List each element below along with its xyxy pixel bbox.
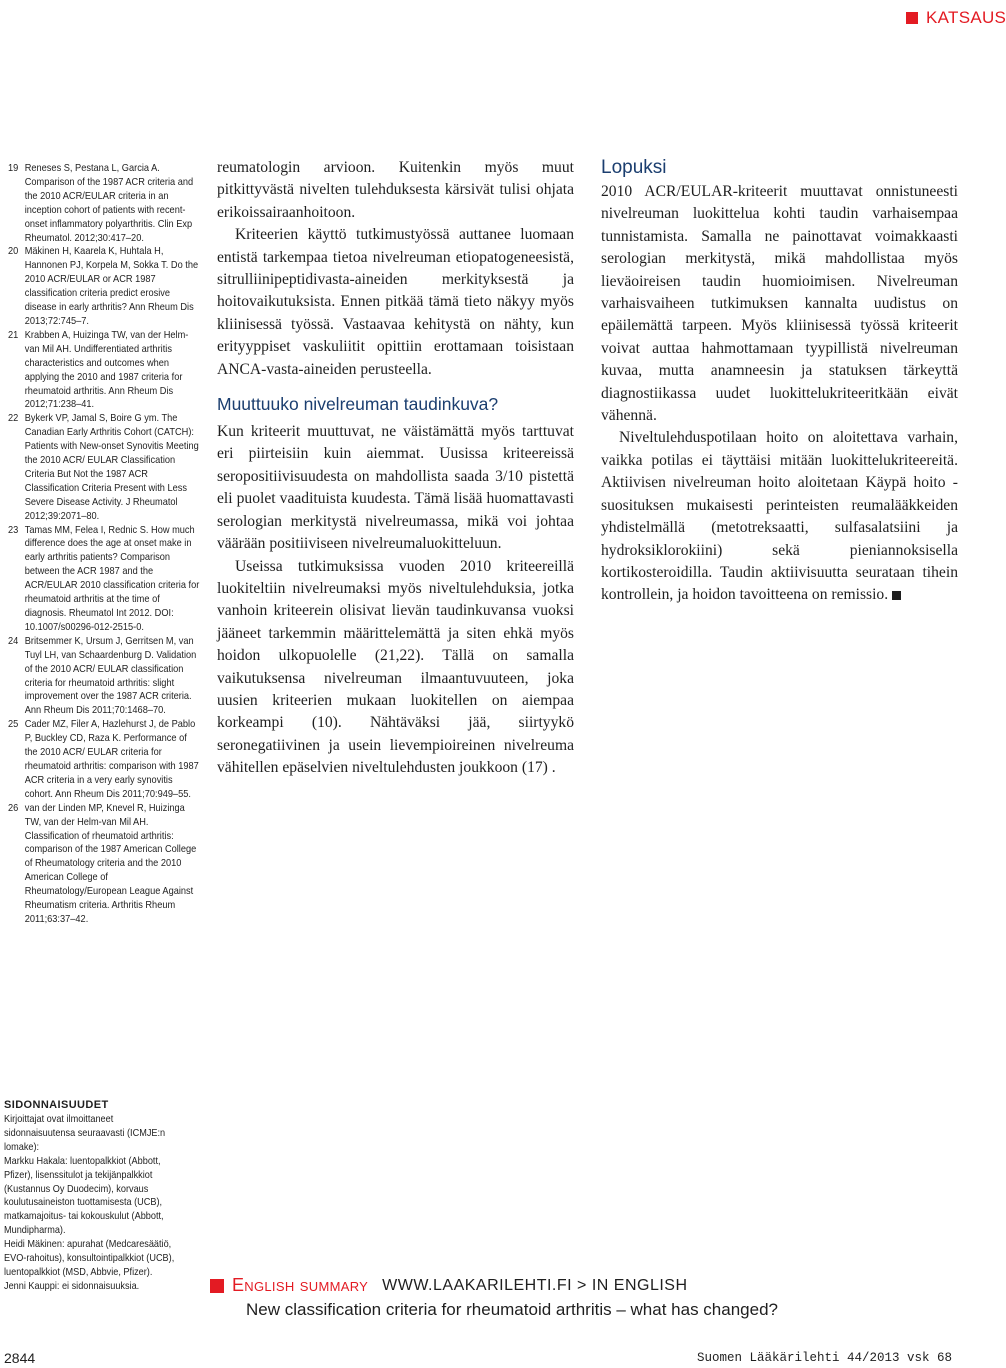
english-summary-header bbox=[210, 1275, 910, 1296]
reference-number: 24 bbox=[8, 634, 19, 647]
reference-text: Bykerk VP, Jamal S, Boire G ym. The Canadian Early Arthritis Cohort (CATCH): Patients with New-onset Synovitis Meeting the 2010 ACR/ EULAR Classification Criteria But Not the 1987 ACR Classification Criteria Present with Less Severe Disease Activity. J Rheumatol 2012;39:2071–80. bbox=[24, 412, 199, 522]
article-column-right bbox=[601, 157, 958, 607]
body-paragraph: Kriteerien käyttö tutkimustyössä auttanee luomaan entistä tarkempaa tietoa nivelreuman etiopatogeneesistä, sitrulliinipeptidivasta-aineiden merkityksestä ja hoitovaikutuksista. Ennen pitkää tämä tieto näkyy myös kliinisessä työssä. Vastaavaa kehitystä on nähty, kun erityyppiset vaskuliitit opittiin erottamaan toisistaan ANCA-vasta-aineiden perusteella. bbox=[217, 226, 574, 378]
reference-item bbox=[8, 635, 202, 718]
reference-text: Tamas MM, Felea I, Rednic S. How much difference does the age at onset make in early arthritis patients? Comparison between the ACR 1987 and the ACR/EULAR 2010 classification criteria for rheumatoid arthritis at the time of diagnosis. Rheumatol Int 2012. DOI: 10.1007/s00296-012-2515-0. bbox=[24, 523, 200, 633]
body-paragraph bbox=[601, 427, 958, 606]
reference-item bbox=[8, 245, 202, 328]
reference-item bbox=[8, 802, 202, 927]
reference-number: 21 bbox=[8, 328, 19, 341]
reference-item bbox=[8, 524, 202, 635]
article-column-middle bbox=[217, 157, 574, 780]
body-paragraph: Kun kriteerit muuttuvat, ne väistämättä myös tarttuvat eri piirteisiin kuin aiemmat. Uusissa kriteereissä seropositiivisuudesta on mahdollista saada 3/10 pistettä eli puolet vaadituista kuudesta. Tämä lisää huomattavasti serologian merkitystä nivelreumassa, mikä voi johtaa väärään positiiviseen nivelreumaluokitteluun. bbox=[217, 423, 574, 553]
section-marker-icon bbox=[906, 12, 918, 24]
reference-text: Reneses S, Pestana L, Garcia A. Comparison of the 1987 ACR criteria and the 2010 ACR/EULAR criteria in an inception cohort of patients with recent-onset inflammatory polyarthritis. Clin Exp Rheumatol. 2012;30:417–20. bbox=[24, 162, 194, 244]
reference-number: 25 bbox=[8, 718, 19, 731]
reference-number: 20 bbox=[8, 245, 19, 258]
body-paragraph-text: Niveltulehduspotilaan hoito on aloitettava varhain, vaikka potilas ei täyttäisi mitään luokittelukriteereitä. Aktiivisen nivelreuman hoito aloitetaan Käypä hoito -suosituksen mukaisesti perinteisten reumalääkkeiden yhdistelmällä (metotreksaatti, sulfasalatsiini ja hydroksiklorokiini) sekä pieniannoksisella kortikosteroidilla. Taudin aktiivisuutta seurataan tihein kontrollein, ja hoidon tavoitteena on remissio. bbox=[601, 429, 958, 604]
disclosures-box bbox=[4, 1098, 204, 1294]
english-summary bbox=[210, 1275, 910, 1320]
body-paragraph: reumatologin arvioon. Kuitenkin myös muut pitkittyvästä nivelten tulehduksesta kärsivät tulisi ohjata erikoissairaanhoitoon. bbox=[217, 159, 574, 221]
disclosure-line: Jenni Kauppi: ei sidonnaisuuksia. bbox=[4, 1280, 140, 1292]
disclosure-line: Kirjoittajat ovat ilmoittaneet sidonnaisuutensa seuraavasti (ICMJE:n lomake): bbox=[4, 1114, 166, 1153]
reference-number: 19 bbox=[8, 162, 19, 174]
summary-marker-icon bbox=[210, 1279, 224, 1293]
reference-number: 22 bbox=[8, 412, 19, 425]
reference-number: 23 bbox=[8, 523, 19, 536]
reference-item bbox=[8, 718, 202, 801]
reference-number: 26 bbox=[8, 801, 19, 814]
body-paragraph: Useissa tutkimuksissa vuoden 2010 kriteereillä luokiteltiin nivelreumaksi myös niveltulehduksia, jotka vanhoin kriteerein olisivat lievän taudinkuvansa vuoksi jääneet tarkemmin määrittelemättä ja siten ehkä myös hoidon ulkopuolelle (21,22). Tällä on samalla vaikutuksensa nivelreuman ilmaantuvuuteen, joka uusien kriteerien mukaan luokitellen on aiempaa korkeampi (10). Nähtäväksi jää, siirtyykö seronegatiivinen ja usein lievempioireinen nivelreuma vähitellen epäselvien niveltulehdusten joukkoon (17) . bbox=[217, 557, 574, 777]
english-summary-link[interactable]: WWW.LAAKARILEHTI.FI > IN ENGLISH bbox=[382, 1276, 688, 1294]
disclosure-line: Markku Hakala: luentopalkkiot (Abbott, Pfizer), lisenssitulot ja tekijänpalkkiot (Kustannus Oy Duodecim), korvaus koulutusaineiston tuottamisesta (UCB), matkamajoitus- tai kokouskulut (Abbott, Mundipharma). bbox=[4, 1155, 164, 1237]
section-heading: Lopuksi bbox=[601, 157, 667, 178]
disclosures-title: SIDONNAISUUDET bbox=[4, 1099, 109, 1111]
journal-info: Suomen Lääkärilehti 44/2013 vsk 68 bbox=[696, 1351, 952, 1365]
disclosure-line: Heidi Mäkinen: apurahat (Medcaresäätiö, EVO-rahoitus), konsultointipalkkiot (UCB), luentopalkkiot (MSD, Abbvie, Pfizer). bbox=[4, 1239, 175, 1278]
page-number: 2844 bbox=[4, 1350, 36, 1366]
end-mark-icon bbox=[892, 591, 901, 600]
reference-item bbox=[8, 329, 202, 412]
body-paragraph: 2010 ACR/EULAR-kriteerit muuttavat onnistuneesti nivelreuman luokittelua kohti taudin varhaisempaa tunnistamista. Samalla ne painottavat voimakkaasti serologian merkitystä, mikä mahdollistaa myös lieväoireisen taudin huomioimisen. Nivelreuman varhaisvaiheen tutkimuksen kannalta uudistus on epäilemättä tarpeen. Myös kliinisessä työssä kriteerit voivat auttaa hahmottamaan tyypillistä nivelreuman kuvaa, mutta anamneesin ja statuksen tärkeyttä diagnostiikassa uudet luokittelukriteeritkään eivät vähennä. bbox=[601, 183, 958, 425]
reference-text: van der Linden MP, Knevel R, Huizinga TW, van der Helm-van Mil AH. Classification of rheumatoid arthritis: comparison of the 1987 American College of Rheumatology criteria and the 2010 American College of Rheumatology/European League Against Rheumatism criteria. Arthritis Rheum 2011;63:37–42. bbox=[24, 801, 197, 925]
reference-list bbox=[8, 162, 238, 927]
section-header bbox=[906, 6, 1006, 30]
english-summary-label: English summary bbox=[232, 1275, 369, 1295]
reference-item bbox=[8, 162, 202, 245]
reference-text: Krabben A, Huizinga TW, van der Helm-van Mil AH. Undifferentiated arthritis characteristics and outcomes when applying the 2010 and 1987 criteria for rheumatoid arthritis. Ann Rheum Dis 2012;71:238–41. bbox=[24, 328, 189, 411]
reference-text: Mäkinen H, Kaarela K, Huhtala H, Hannonen PJ, Korpela M, Sokka T. Do the 2010 ACR/EULAR or ACR 1987 classification criteria predict erosive disease in early arthritis? Ann Rheum Dis 2013;72:745–7. bbox=[24, 245, 199, 327]
reference-text: Cader MZ, Filer A, Hazlehurst J, de Pablo P, Buckley CD, Raza K. Performance of the 2010 ACR/ EULAR criteria for rheumatoid arthritis: comparison with 1987 ACR criteria in a very early synovitis cohort. Ann Rheum Dis 2011;70:949–55. bbox=[24, 718, 199, 800]
subheading: Muuttuuko nivelreuman taudinkuva? bbox=[217, 394, 499, 415]
reference-text: Britsemmer K, Ursum J, Gerritsen M, van Tuyl LH, van Schaardenburg D. Validation of the 2010 ACR/ EULAR classification criteria for rheumatoid arthritis: slight improvement over the 1987 ACR criteria. Ann Rheum Dis 2011;70:1468–70. bbox=[24, 634, 197, 717]
english-summary-title: New classification criteria for rheumatoid arthritis – what has changed? bbox=[246, 1300, 778, 1319]
reference-item bbox=[8, 412, 202, 523]
section-label: KATSAUS bbox=[926, 8, 1006, 27]
